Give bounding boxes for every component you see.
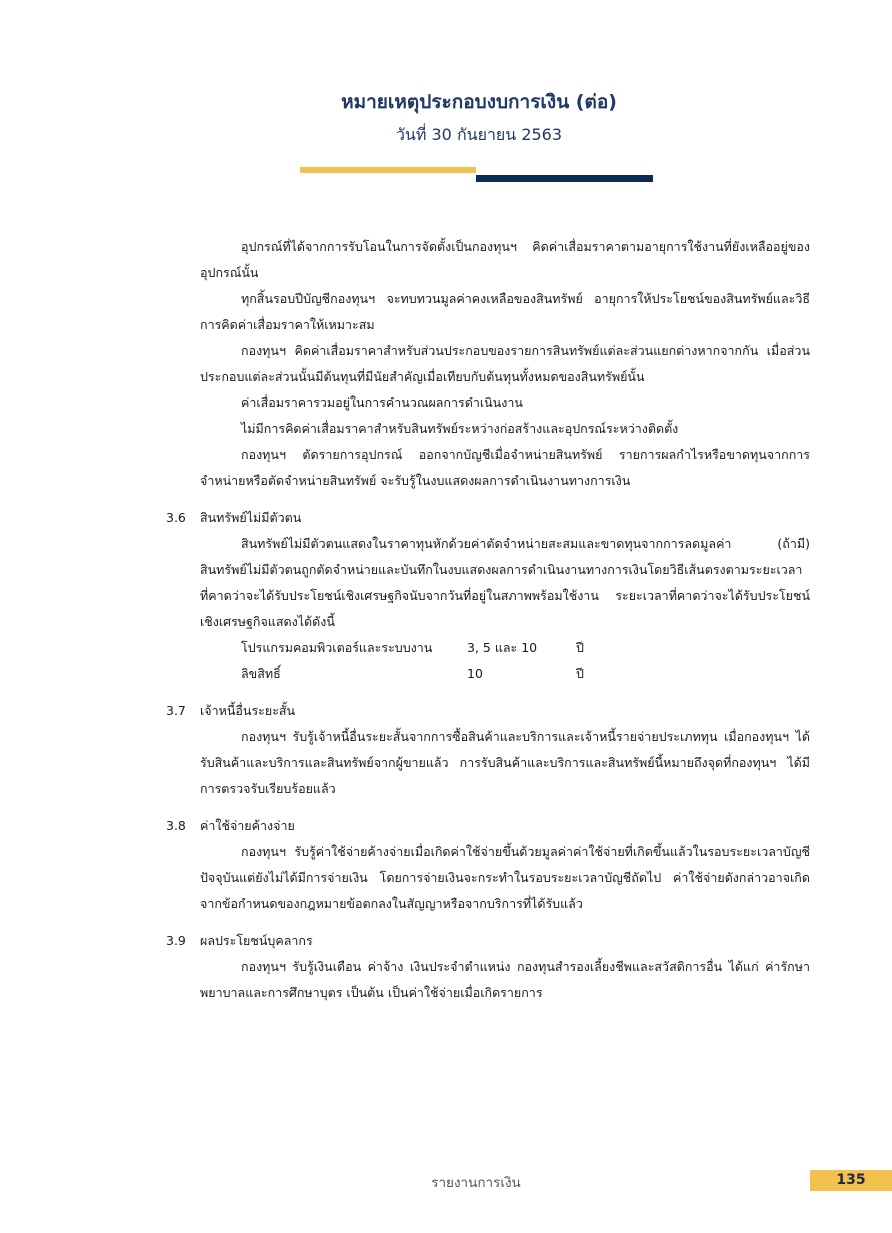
title-underline-yellow: [300, 167, 476, 173]
section-number: 3.9: [166, 933, 186, 948]
paragraph: ทุกสิ้นรอบปีบัญชีกองทุนฯ จะทบทวนมูลค่าคงเหลือของสินทรัพย์ อายุการให้ประโยชน์ของสินทรัพย์และวิธีการคิดค่าเสื่อมราคาให้เหมาะสม: [200, 291, 810, 332]
section-title: ค่าใช้จ่ายค้างจ่าย: [200, 818, 295, 833]
section-title: เจ้าหนี้อื่นระยะสั้น: [200, 703, 296, 718]
asset-life: 3, 5 และ 10: [467, 640, 538, 655]
paragraph: ค่าเสื่อมราคารวมอยู่ในการคำนวณผลการดำเนินงาน: [241, 395, 523, 410]
section-number: 3.6: [166, 510, 186, 525]
section-heading-3-9: [166, 928, 810, 954]
section-title: ผลประโยชน์บุคลากร: [200, 933, 313, 948]
section-heading-3-6: [166, 505, 810, 531]
asset-name: ลิขสิทธิ์: [241, 666, 281, 681]
paragraph: สินทรัพย์ไม่มีตัวตนแสดงในราคาทุนหักด้วยค่าตัดจำหน่ายสะสมและขาดทุนจากการลดมูลค่า (ถ้ามี) สินทรัพย์ไม่มีตัวตนถูกตัดจำหน่ายและบันทึกในงบแสดงผลการดำเนินงานทางการเงินโดยวิธีเส้นตรงตามระยะเวลาที่คาดว่าจะได้รับประโยชน์เชิงเศรษฐกิจนับจากวันที่อยู่ในสภาพพร้อมใช้งาน ระยะเวลาที่คาดว่าจะได้รับประโยชน์เชิงเศรษฐกิจแสดงได้ดังนี้: [200, 536, 810, 629]
section-heading-3-8: [166, 813, 810, 839]
section-heading-3-7: [166, 698, 810, 724]
title-underline-navy: [476, 175, 653, 182]
useful-life-row: [241, 635, 810, 661]
section-number: 3.7: [166, 703, 186, 718]
page-number: 135: [810, 1170, 892, 1191]
paragraph: กองทุนฯ รับรู้ค่าใช้จ่ายค้างจ่ายเมื่อเกิดค่าใช้จ่ายขึ้นด้วยมูลค่าค่าใช้จ่ายที่เกิดขึ้นแล้วในรอบระยะเวลาบัญชีปัจจุบันแต่ยังไม่ได้มีการจ่ายเงิน โดยการจ่ายเงินจะกระทำในรอบระยะเวลาบัญชีถัดไป ค่าใช้จ่ายดังกล่าวอาจเกิดจากข้อกำหนดของกฎหมายข้อตกลงในสัญญาหรือจากบริการที่ได้รับแล้ว: [200, 844, 810, 911]
page-header: [0, 88, 892, 148]
paragraph: กองทุนฯ ตัดรายการอุปกรณ์ ออกจากบัญชีเมื่อจำหน่ายสินทรัพย์ รายการผลกำไรหรือขาดทุนจากการจำหน่ายหรือตัดจำหน่ายสินทรัพย์ จะรับรู้ในงบแสดงผลการดำเนินงานทางการเงิน: [200, 447, 810, 488]
asset-life-unit: ปี: [576, 666, 584, 681]
asset-name: โปรแกรมคอมพิวเตอร์และระบบงาน: [241, 640, 433, 655]
section-number: 3.8: [166, 818, 186, 833]
paragraph: ไม่มีการคิดค่าเสื่อมราคาสำหรับสินทรัพย์ระหว่างก่อสร้างและอุปกรณ์ระหว่างติดตั้ง: [241, 421, 679, 436]
paragraph: กองทุนฯ คิดค่าเสื่อมราคาสำหรับส่วนประกอบของรายการสินทรัพย์แต่ละส่วนแยกต่างหากจากกัน เมื่อส่วนประกอบแต่ละส่วนนั้นมีต้นทุนที่มีนัยสำคัญเมื่อเทียบกับต้นทุนทั้งหมดของสินทรัพย์นั้น: [200, 343, 810, 384]
footer-label: รายงานการเงิน: [431, 1175, 521, 1191]
section-title: สินทรัพย์ไม่มีตัวตน: [200, 510, 302, 525]
paragraph: กองทุนฯ รับรู้เจ้าหนี้อื่นระยะสั้นจากการซื้อสินค้าและบริการและเจ้าหนี้รายจ่ายประเภททุน เมื่อกองทุนฯ ได้รับสินค้าและบริการและสินทรัพย์จากผู้ขายแล้ว การรับสินค้าและบริการและสินทรัพย์นี้หมายถึงจุดที่กองทุนฯ ได้มีการตรวจรับเรียบร้อยแล้ว: [200, 729, 810, 796]
useful-life-row: [241, 661, 810, 687]
asset-life: 10: [467, 666, 483, 681]
document-body: [166, 234, 810, 1006]
page-subtitle: วันที่ 30 กันยายน 2563: [395, 125, 563, 144]
paragraph: อุปกรณ์ที่ได้จากการรับโอนในการจัดตั้งเป็นกองทุนฯ คิดค่าเสื่อมราคาตามอายุการใช้งานที่ยังเหลืออยู่ของอุปกรณ์นั้น: [200, 239, 810, 280]
asset-life-unit: ปี: [576, 640, 584, 655]
page-title: หมายเหตุประกอบงบการเงิน (ต่อ): [341, 91, 617, 113]
paragraph: กองทุนฯ รับรู้เงินเดือน ค่าจ้าง เงินประจำตำแหน่ง กองทุนสำรองเลี้ยงชีพและสวัสดิการอื่น ได้แก่ ค่ารักษาพยาบาลและการศึกษาบุตร เป็นต้น เป็นค่าใช้จ่ายเมื่อเกิดรายการ: [200, 959, 810, 1000]
